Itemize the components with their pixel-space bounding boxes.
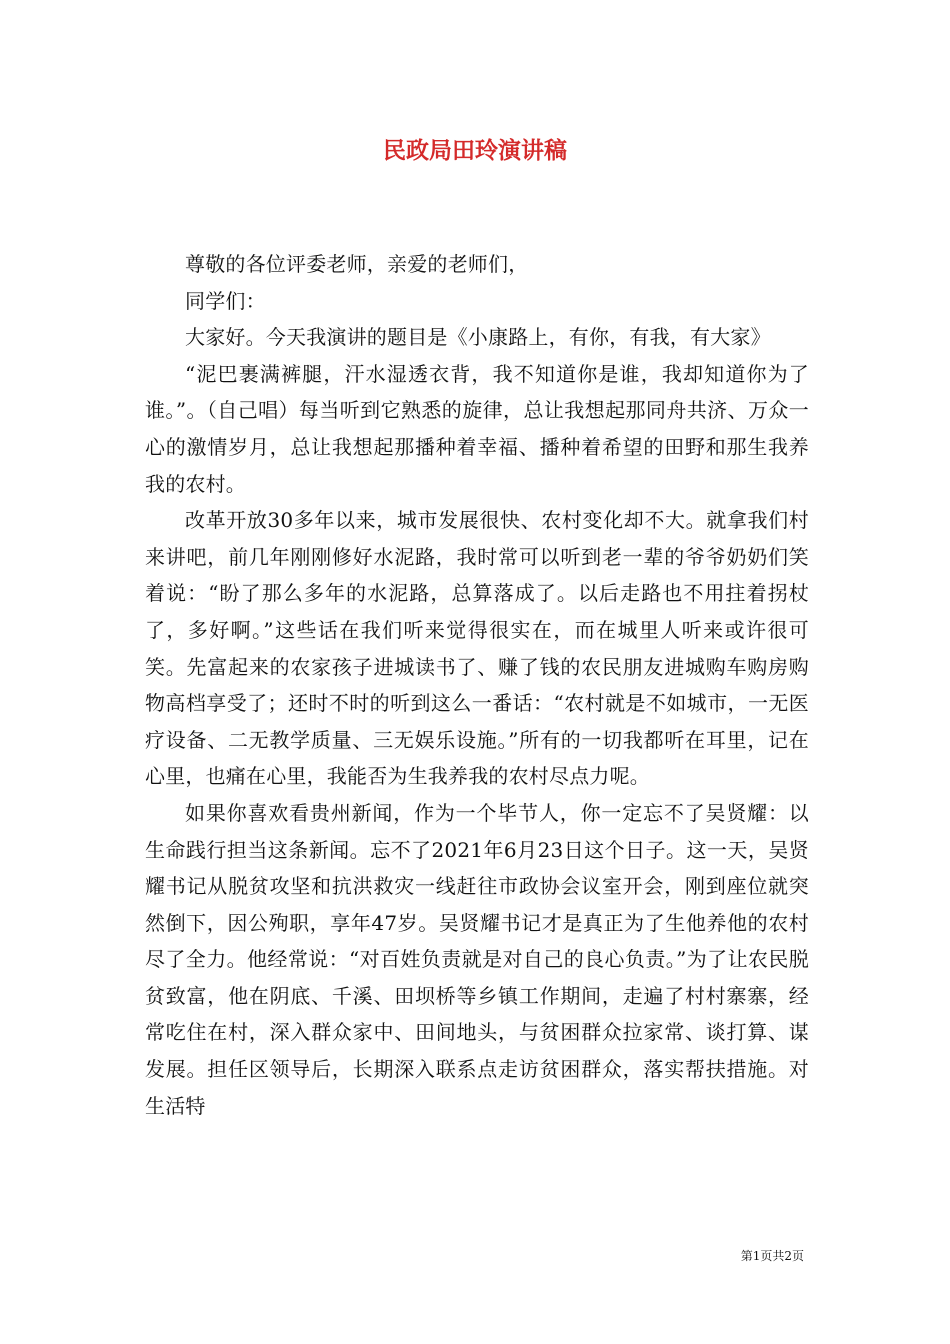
- page-number: 第1页共2页: [740, 1249, 804, 1263]
- paragraph-song: “泥巴裹满裤腿，汗水湿透衣背，我不知道你是谁，我却知道你为了谁。”。（自己唱）每当听到它熟悉的旋律，总让我想起那同舟共济、万众一心的激情岁月，总让我想起那播种着幸福、播种着希望的田野和那生我养我的农村。: [145, 361, 809, 496]
- paragraph-topic: 大家好。今天我演讲的题目是《小康路上，有你，有我，有大家》: [185, 325, 771, 350]
- document-title: 民政局田玲演讲稿: [383, 137, 567, 164]
- paragraph-salutation: 尊敬的各位评委老师，亲爱的老师们，: [185, 252, 529, 276]
- document-body: [145, 246, 809, 1124]
- paragraph-reform: 改革开放30多年以来，城市发展很快、农村变化却不大。就拿我们村来讲吧，前几年刚刚修好水泥路，我时常可以听到老一辈的爷爷奶奶们笑着说：“盼了那么多年的水泥路，总算落成了。以后走路也不用拄着拐杖了，多好啊。”这些话在我们听来觉得很实在，而在城里人听来或许很可笑。先富起来的农家孩子进城读书了、赚了钱的农民朋友进城购车购房购物高档享受了；还时不时的听到这么一番话：“农村就是不如城市，一无医疗设备、二无教学质量、三无娱乐设施。”所有的一切我都听在耳里，记在心里，也痛在心里，我能否为生我养我的农村尽点力呢。: [145, 508, 809, 789]
- paragraph-wu-xianyao: 如果你喜欢看贵州新闻，作为一个毕节人，你一定忘不了吴贤耀：以生命践行担当这条新闻。忘不了2021年6月23日这个日子。这一天，吴贤耀书记从脱贫攻坚和抗洪救灾一线赶往市政协会议室开会，刚到座位就突然倒下，因公殉职，享年47岁。吴贤耀书记才是真正为了生他养他的农村尽了全力。他经常说：“对百姓负责就是对自己的良心负责。”为了让农民脱贫致富，他在阴底、千溪、田坝桥等乡镇工作期间，走遍了村村寨寨，经常吃住在村，深入群众家中、田间地头，与贫困群众拉家常、谈打算、谋发展。担任区领导后，长期深入联系点走访贫困群众，落实帮扶措施。对生活特: [145, 800, 809, 1118]
- paragraph-salutation-students: 同学们：: [185, 288, 266, 313]
